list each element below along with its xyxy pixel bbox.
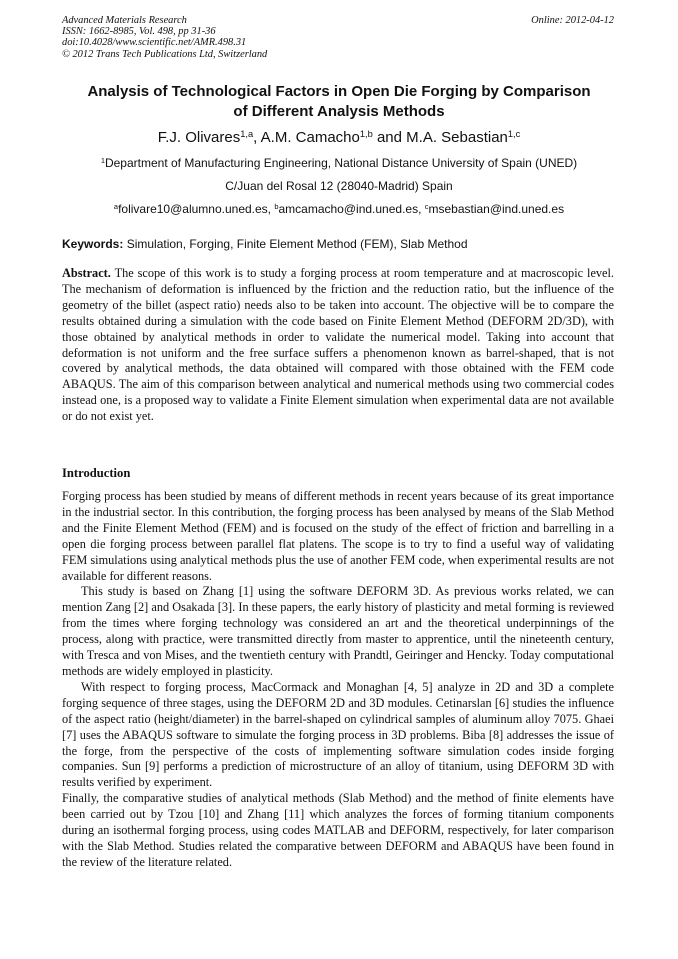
author-sup: 1,c (507, 128, 521, 139)
introduction-body (62, 489, 614, 871)
email-link[interactable]: msebastian@ind.uned.es (428, 202, 565, 216)
online-date: Online: 2012-04-12 (531, 15, 614, 26)
intro-paragraph: With respect to forging process, MacCormack and Monaghan [4, 5] analyze in 2D and 3D a complete forging sequence of three stages, using the DEFORM 2D and 3D modules. Cetinarslan [6] studies the influence of the aspect ratio (height/diameter) in the barrel-shaped on cylindrical samples of aluminum alloy 7075. Ghaei [7] uses the ABAQUS software to simulate the forging process in 3D problems. Biba [8] addresses the issue of the forge, from the perspective of the costs of implementing software simulation codes inside forging companies. Sun [9] performs a prediction of microstructure of an alloy of titanium, using DEFORM 3D with results verified by experiment. (62, 679, 614, 790)
title-line-2: of Different Analysis Methods (233, 103, 445, 120)
keywords-label: Keywords: (62, 237, 124, 251)
email-sup: a (113, 201, 119, 211)
author-name: M.A. Sebastian (406, 129, 508, 146)
journal-name: Advanced Materials Research (62, 15, 187, 26)
email-sup: c (424, 201, 429, 211)
abstract-text: The scope of this work is to study a forging process at room temperature and at macroscopic level. The mechanism of deformation is influenced by the friction and the reduction ratio, but the influence of the geometry of the billet (aspect ratio) needs also to be taken into account. The objective will be to compare the results obtained during a simulation with the code based on Finite Element Method (DEFORM 2D/3D), with those obtained by analytical methods in order to validate the numerical model. Taking into account that deformation is not uniform and the free surface suffers a phenomenon known as barrel-shaped, that is not covered by analytical methods, the data obtained will compared with those obtained with the FEM code ABAQUS. The aim of this comparison between analytical and numerical methods using two commercial codes instead one, is a proposed way to validate a Finite Element simulation when experimental data are not available or do not exist yet. (62, 266, 614, 424)
email-link[interactable]: folivare10@alumno.uned.es (118, 202, 268, 216)
title-line-1: Analysis of Technological Factors in Open Die Forging by Comparison (87, 83, 591, 100)
author-name: F.J. Olivares (157, 129, 241, 146)
affiliation-department (62, 155, 616, 171)
doi-line[interactable]: doi:10.4028/www.scientific.net/AMR.498.31 (62, 37, 247, 49)
keywords (62, 236, 468, 252)
author-name: A.M. Camacho (260, 129, 360, 146)
author-separator: , (253, 129, 261, 146)
author-sup: 1,a (240, 128, 254, 139)
author-list (62, 128, 616, 148)
journal-header (62, 15, 267, 60)
copyright-line: © 2012 Trans Tech Publications Ltd, Switzerland (62, 48, 268, 60)
author-sup: 1,b (359, 128, 373, 139)
affiliation-sup: 1 (100, 155, 105, 165)
intro-paragraph: Forging process has been studied by means of different methods in recent years because of its great importance in the industrial sector. In this contribution, the forging process has been analysed by means of the Slab Method and the Finite Element Method (FEM) and is focused on the study of the effect of friction and barrelling in a open die forging process between parallel flat platens. The scope is to try to find a useful way of validating FEM simulations using analytical methods plus the use of another FEM code, when experimental results are not available for different reasons. (62, 489, 614, 583)
affiliation-address: C/Juan del Rosal 12 (28040-Madrid) Spain (225, 179, 453, 193)
intro-paragraph: This study is based on Zhang [1] using the software DEFORM 3D. As previous works related, we can mention Zang [2] and Osakada [3]. In these papers, the early history of plasticity and metal forming is reviewed from the times where forging technology was considered an art and the theoretical underpinnings of the process, along with practice, were transmitted directly from master to apprentice, until the nineteenth century, with Tresca and von Mises, and the twentieth century with Prandtl, Geiringer and Hencky. Today computational methods are widely employed in plasticity. (62, 584, 614, 678)
email-link[interactable]: amcamacho@ind.uned.es (278, 202, 419, 216)
issn-line: ISSN: 1662-8985, Vol. 498, pp 31-36 (62, 26, 216, 38)
paper-title (62, 82, 616, 122)
email-sup: b (274, 201, 279, 211)
email-list (62, 201, 616, 217)
keywords-text: Simulation, Forging, Finite Element Method (FEM), Slab Method (123, 237, 468, 251)
email-separator: , (267, 202, 275, 216)
author-separator: and (372, 129, 407, 146)
affiliation-text: Department of Manufacturing Engineering, National Distance University of Spain (UNED) (104, 156, 578, 170)
introduction-heading: Introduction (62, 466, 131, 480)
intro-paragraph: Finally, the comparative studies of analytical methods (Slab Method) and the method of finite elements have been carried out by Tzou [10] and Zhang [11] which analyzes the forces of forming titanium components during an isothermal forging process, using codes MATLAB and DEFORM, respectively, for later comparison with the Slab Method. Studies related the comparative between DEFORM and ABAQUS have been found in the review of the literature related. (62, 791, 614, 869)
abstract-label: Abstract. (62, 266, 111, 280)
abstract (62, 266, 614, 425)
email-separator: , (418, 202, 425, 216)
